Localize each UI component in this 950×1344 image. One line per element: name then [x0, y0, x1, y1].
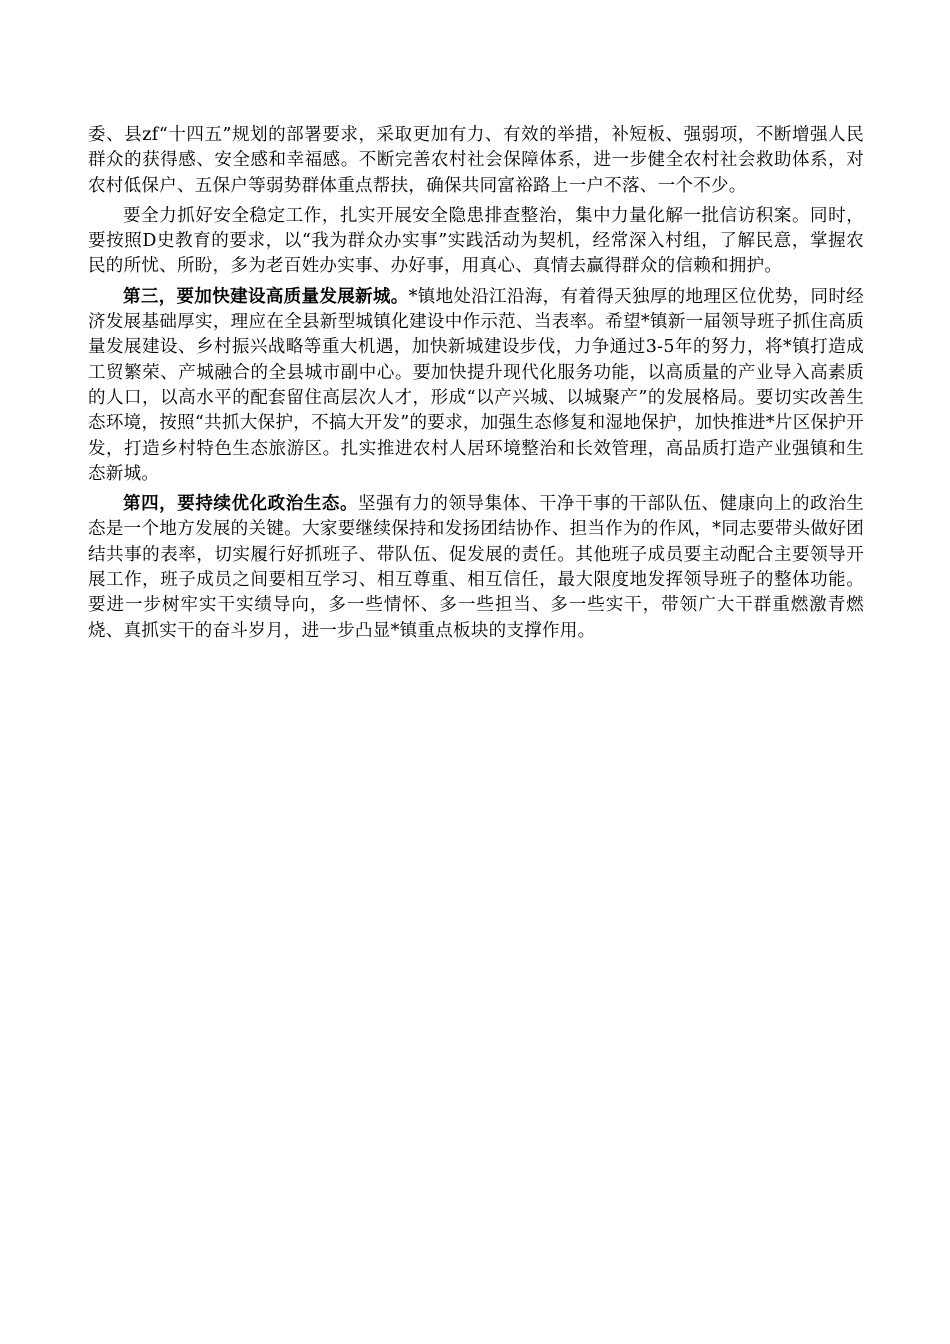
paragraph-heading: 第四，要持续优化政治生态。 — [123, 494, 359, 515]
document-page — [88, 123, 864, 649]
paragraph-fourth-point — [88, 492, 864, 644]
paragraph-text: 坚强有力的领导集体、干净干事的干部队伍、健康向上的政治生态是一个地方发展的关键。大家要继续保持和发扬团结协作、担当作为的作风，*同志要带头做好团结共事的表率，切实履行好抓班子、带队伍、促发展的责任。其他班子成员要主动配合主要领导开展工作，班子成员之间要相互学习、相互尊重、相互信任，最大限度地发挥领导班子的整体功能。要进一步树牢实干实绩导向，多一些情怀、多一些担当、多一些实干，带领广大干群重燃激青燃烧、真抓实干的奋斗岁月，进一步凸显*镇重点板块的支撑作用。 — [88, 494, 864, 641]
paragraph-text: 委、县zf“十四五”规划的部署要求，采取更加有力、有效的举措，补短板、强弱项，不断增强人民群众的获得感、安全感和幸福感。不断完善农村社会保障体系，进一步健全农村社会救助体系，对农村低保户、五保户等弱势群体重点帮扶，确保共同富裕路上一户不落、一个不少。 — [88, 125, 864, 196]
paragraph-heading: 第三，要加快建设高质量发展新城。 — [123, 286, 409, 307]
paragraph-safety-stability — [88, 204, 864, 280]
paragraph-continuation — [88, 123, 864, 199]
paragraph-third-point — [88, 285, 864, 487]
paragraph-text: *镇地处沿江沿海，有着得天独厚的地理区位优势，同时经济发展基础厚实，理应在全县新型城镇化建设中作示范、当表率。希望*镇新一届领导班子抓住高质量发展建设、乡村振兴战略等重大机遇，加快新城建设步伐，力争通过3-5年的努力，将*镇打造成工贸繁荣、产城融合的全县城市副中心。要加快提升现代化服务功能，以高质量的产业导入高素质的人口，以高水平的配套留住高层次人才，形成“以产兴城、以城聚产”的发展格局。要切实改善生态环境，按照“共抓大保护，不搞大开发”的要求，加强生态修复和湿地保护，加快推进*片区保护开发，打造乡村特色生态旅游区。扎实推进农村人居环境整治和长效管理，高品质打造产业强镇和生态新城。 — [88, 286, 864, 484]
paragraph-text: 要全力抓好安全稳定工作，扎实开展安全隐患排查整治，集中力量化解一批信访积案。同时，要按照D史教育的要求，以“我为群众办实事”实践活动为契机，经常深入村组，了解民意，掌握农民的所忧、所盼，多为老百姓办实事、办好事，用真心、真情去赢得群众的信赖和拥护。 — [88, 205, 864, 277]
